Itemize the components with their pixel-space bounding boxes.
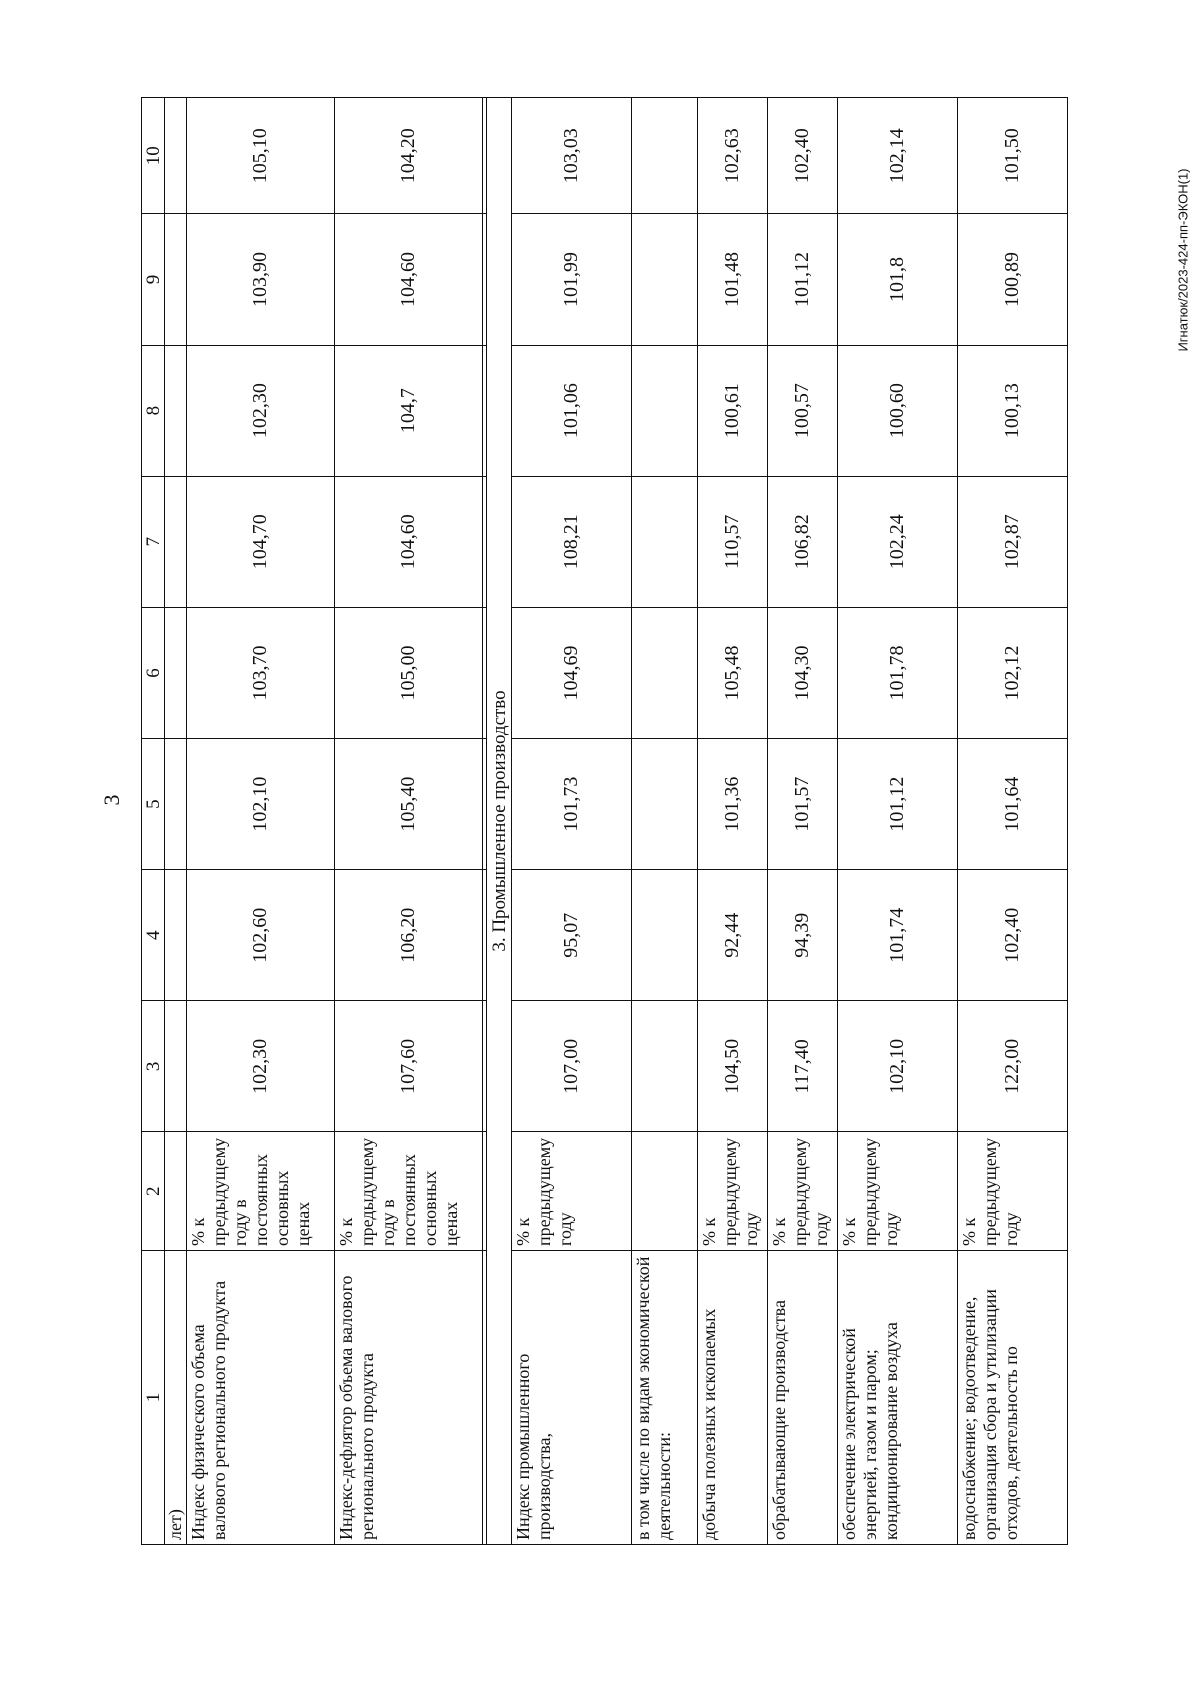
value-cell: 105,10 [187,98,335,214]
value-cell: 104,7 [335,345,483,476]
value-cell: 104,60 [335,214,483,345]
value-cell [632,214,698,345]
document-footer-code: Игнатюк/2023-424-пп-ЭКОН(1) [1175,168,1191,352]
table-row [632,98,698,1545]
row-unit: % к предыдущему году [698,1132,768,1250]
value-cell: 102,63 [698,98,768,214]
value-cell: 101,12 [838,739,958,870]
value-cell: 104,69 [512,607,632,738]
table-row [958,98,1068,1545]
value-cell: 101,06 [512,345,632,476]
table-row [512,98,632,1545]
value-cell [632,870,698,1001]
value-cell: 102,30 [187,1001,335,1132]
value-cell: 101,73 [512,739,632,870]
value-cell: 102,30 [187,345,335,476]
value-cell: 107,60 [335,1001,483,1132]
row-label: обеспечение электрической энергией, газом и паром; кондиционирование воздуха [838,1250,958,1544]
value-cell: 101,78 [838,607,958,738]
value-cell: 102,87 [958,476,1068,607]
column-number: 8 [142,345,165,476]
indicators-table [141,97,1068,1545]
column-number-row [142,98,165,1545]
value-cell [632,98,698,214]
value-cell [632,1001,698,1132]
continuation-label: лет) [165,1250,187,1544]
row-unit: % к предыдущему году [768,1132,838,1250]
column-number: 5 [142,739,165,870]
value-cell: 100,61 [698,345,768,476]
value-cell: 100,60 [838,345,958,476]
value-cell: 107,00 [512,1001,632,1132]
value-cell: 104,60 [335,476,483,607]
page-number: 3 [99,794,124,806]
value-cell: 101,74 [838,870,958,1001]
value-cell: 100,89 [958,214,1068,345]
value-cell: 100,57 [768,345,838,476]
value-cell: 122,00 [958,1001,1068,1132]
value-cell: 101,12 [768,214,838,345]
row-label: Индекс физического объема валового регионального продукта [187,1250,335,1544]
value-cell [632,476,698,607]
value-cell: 104,20 [335,98,483,214]
section-row [487,98,512,1545]
value-cell: 101,8 [838,214,958,345]
table-body [142,98,1068,1545]
rotated-table-container [141,97,1077,1545]
continuation-row [165,98,187,1545]
value-cell: 101,57 [768,739,838,870]
row-unit: % к предыдущему году в постоянных основных ценах [187,1132,335,1250]
value-cell: 92,44 [698,870,768,1001]
value-cell: 105,00 [335,607,483,738]
row-unit: % к предыдущему году [958,1132,1068,1250]
row-label: водоснабжение; водоотведение, организация сбора и утилизации отходов, деятельность по [958,1250,1068,1544]
table-row [187,98,335,1545]
value-cell: 102,12 [958,607,1068,738]
value-cell [632,345,698,476]
column-number: 7 [142,476,165,607]
value-cell: 101,64 [958,739,1068,870]
value-cell: 101,48 [698,214,768,345]
value-cell: 106,82 [768,476,838,607]
column-number: 4 [142,870,165,1001]
table-row [698,98,768,1545]
row-label: Индекс-дефлятор объема валового регионального продукта [335,1250,483,1544]
value-cell: 105,48 [698,607,768,738]
value-cell: 103,70 [187,607,335,738]
value-cell: 101,50 [958,98,1068,214]
value-cell: 102,10 [838,1001,958,1132]
value-cell: 117,40 [768,1001,838,1132]
value-cell: 102,40 [768,98,838,214]
value-cell: 104,70 [187,476,335,607]
table-row [838,98,958,1545]
value-cell: 95,07 [512,870,632,1001]
column-number: 9 [142,214,165,345]
column-number: 2 [142,1132,165,1250]
section-title: 3. Промышленное производство [487,98,512,1545]
value-cell [632,739,698,870]
column-number: 3 [142,1001,165,1132]
column-number: 10 [142,98,165,214]
row-label: добыча полезных ископаемых [698,1250,768,1544]
table-row [335,98,483,1545]
value-cell: 103,03 [512,98,632,214]
row-unit: % к предыдущему году [512,1132,632,1250]
value-cell: 102,40 [958,870,1068,1001]
row-label: Индекс промышленного производства, [512,1250,632,1544]
value-cell: 104,30 [768,607,838,738]
value-cell: 110,57 [698,476,768,607]
value-cell: 105,40 [335,739,483,870]
column-number: 1 [142,1250,165,1544]
value-cell: 103,90 [187,214,335,345]
value-cell: 101,36 [698,739,768,870]
value-cell: 102,14 [838,98,958,214]
row-label: в том числе по видам экономической деятельности: [632,1250,698,1544]
row-unit: % к предыдущему году [838,1132,958,1250]
value-cell: 108,21 [512,476,632,607]
value-cell: 102,24 [838,476,958,607]
row-label: обрабатывающие производства [768,1250,838,1544]
value-cell: 102,10 [187,739,335,870]
table-row [768,98,838,1545]
row-unit [632,1132,698,1250]
value-cell: 100,13 [958,345,1068,476]
column-number: 6 [142,607,165,738]
value-cell: 102,60 [187,870,335,1001]
value-cell: 94,39 [768,870,838,1001]
row-unit: % к предыдущему году в постоянных основных ценах [335,1132,483,1250]
value-cell: 104,50 [698,1001,768,1132]
value-cell: 106,20 [335,870,483,1001]
value-cell: 101,99 [512,214,632,345]
value-cell [632,607,698,738]
